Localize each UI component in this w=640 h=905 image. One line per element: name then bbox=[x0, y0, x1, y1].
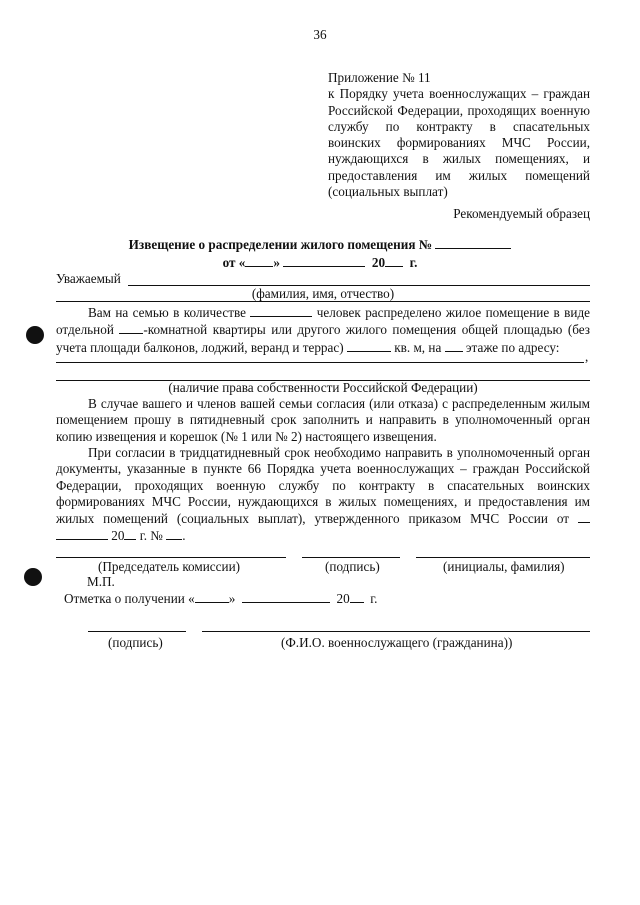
receipt-month-field[interactable] bbox=[242, 590, 330, 603]
receipt-year-label: 20 bbox=[336, 591, 350, 606]
address-field[interactable] bbox=[56, 362, 584, 363]
bottom-name-caption: (Ф.И.О. военнослужащего (гражданина)) bbox=[281, 635, 513, 650]
order-month-field[interactable] bbox=[56, 527, 108, 540]
appendix-body-last: (социальных выплат) bbox=[328, 184, 448, 200]
seal-label: М.П. bbox=[87, 574, 115, 589]
paragraph-documents bbox=[56, 445, 590, 545]
chairman-line[interactable] bbox=[56, 557, 286, 558]
order-day-field[interactable] bbox=[578, 510, 590, 523]
appendix-title: Приложение № 11 bbox=[328, 70, 431, 85]
order-year-field[interactable] bbox=[124, 527, 136, 540]
ownership-caption: (наличие права собственности Российской Федерации) bbox=[168, 380, 478, 395]
bottom-signature-line[interactable] bbox=[88, 631, 186, 632]
signature-caption: (подпись) bbox=[325, 559, 380, 574]
initials-caption: (инициалы, фамилия) bbox=[443, 559, 565, 574]
family-count-field[interactable] bbox=[250, 304, 312, 317]
initials-line[interactable] bbox=[416, 557, 590, 558]
p3-end: . bbox=[182, 528, 186, 544]
receipt-quote-close: » bbox=[228, 591, 236, 606]
order-number-label: г. № bbox=[139, 528, 163, 544]
p1-text-1: Вам на семью в количестве bbox=[88, 305, 246, 320]
address-comma: , bbox=[585, 349, 589, 364]
page-number: 36 bbox=[313, 27, 327, 42]
paragraph-consent: В случае вашего и членов вашей семьи согласия (или отказа) с распределенным жилым помещением прошу в пятидневный срок заполнить и направить в уполномоченный орган копию извещения и корешок (№ 1 или № 2) настоящего извещения. bbox=[56, 396, 590, 444]
bottom-signature-caption: (подпись) bbox=[108, 635, 163, 650]
appendix-header bbox=[328, 70, 590, 200]
p1-text-2: человек распределено жилое помещение в виде отдельной bbox=[56, 305, 591, 338]
notice-title bbox=[0, 236, 640, 253]
date-suffix: г. bbox=[409, 255, 418, 270]
room-count-field[interactable] bbox=[119, 321, 143, 334]
notice-number-field[interactable] bbox=[435, 236, 511, 249]
order-number-field[interactable] bbox=[166, 527, 182, 540]
date-quote-close: » bbox=[273, 255, 280, 270]
receipt-day-field[interactable] bbox=[195, 590, 229, 603]
paragraph-allocation bbox=[56, 304, 590, 356]
signature-line[interactable] bbox=[302, 557, 400, 558]
punch-hole-bottom-icon bbox=[24, 568, 42, 586]
punch-hole-top-icon bbox=[26, 326, 44, 344]
addressee-label: Уважаемый bbox=[56, 271, 121, 286]
receipt-suffix: г. bbox=[370, 591, 378, 606]
date-month-field[interactable] bbox=[283, 254, 365, 267]
sample-label: Рекомендуемый образец bbox=[453, 206, 590, 221]
addressee-caption: (фамилия, имя, отчество) bbox=[251, 286, 395, 301]
receipt-mark bbox=[64, 590, 377, 607]
date-year-label: 20 bbox=[371, 255, 386, 270]
date-day-field[interactable] bbox=[245, 254, 273, 267]
receipt-label: Отметка о получении « bbox=[64, 591, 195, 606]
p1-text-5: этаже по адресу: bbox=[465, 339, 560, 355]
p1-text-4: кв. м, на bbox=[394, 339, 442, 355]
p1-text-3: -комнатной квартиры или другого жилого помещения общей площадью (без учета площади балконов, лоджий, веранд и террас) bbox=[56, 322, 590, 355]
notice-date bbox=[0, 254, 640, 271]
appendix-body: к Порядку учета военнослужащих – граждан Российской Федерации, проходящих военную службу по контракту в спасательных воинских формированиях МЧС России, нуждающихся в жилых помещениях, и предоставления им жилых помещений bbox=[328, 86, 590, 183]
order-year-label: 20 bbox=[111, 528, 125, 544]
chairman-caption: (Председатель комиссии) bbox=[98, 559, 241, 574]
area-field[interactable] bbox=[347, 339, 391, 352]
p3-text: При согласии в тридцатидневный срок необходимо направить в уполномоченный орган документы, указанные в пункте 66 Порядка учета военнослужащих – граждан Российской Федерации, проходящих военную службу по контракту в спасательных воинских формированиях МЧС России, нуждающихся в жилых помещениях, и предоставления им жилых помещений (социальных выплат), утвержденного приказом МЧС России от bbox=[56, 445, 590, 527]
bottom-name-line[interactable] bbox=[202, 631, 590, 632]
receipt-year-field[interactable] bbox=[350, 590, 364, 603]
date-year-field[interactable] bbox=[385, 254, 403, 267]
notice-title-text: Извещение о распределении жилого помещения № bbox=[128, 237, 433, 252]
date-from-label: от « bbox=[222, 255, 246, 270]
floor-field[interactable] bbox=[445, 339, 463, 352]
